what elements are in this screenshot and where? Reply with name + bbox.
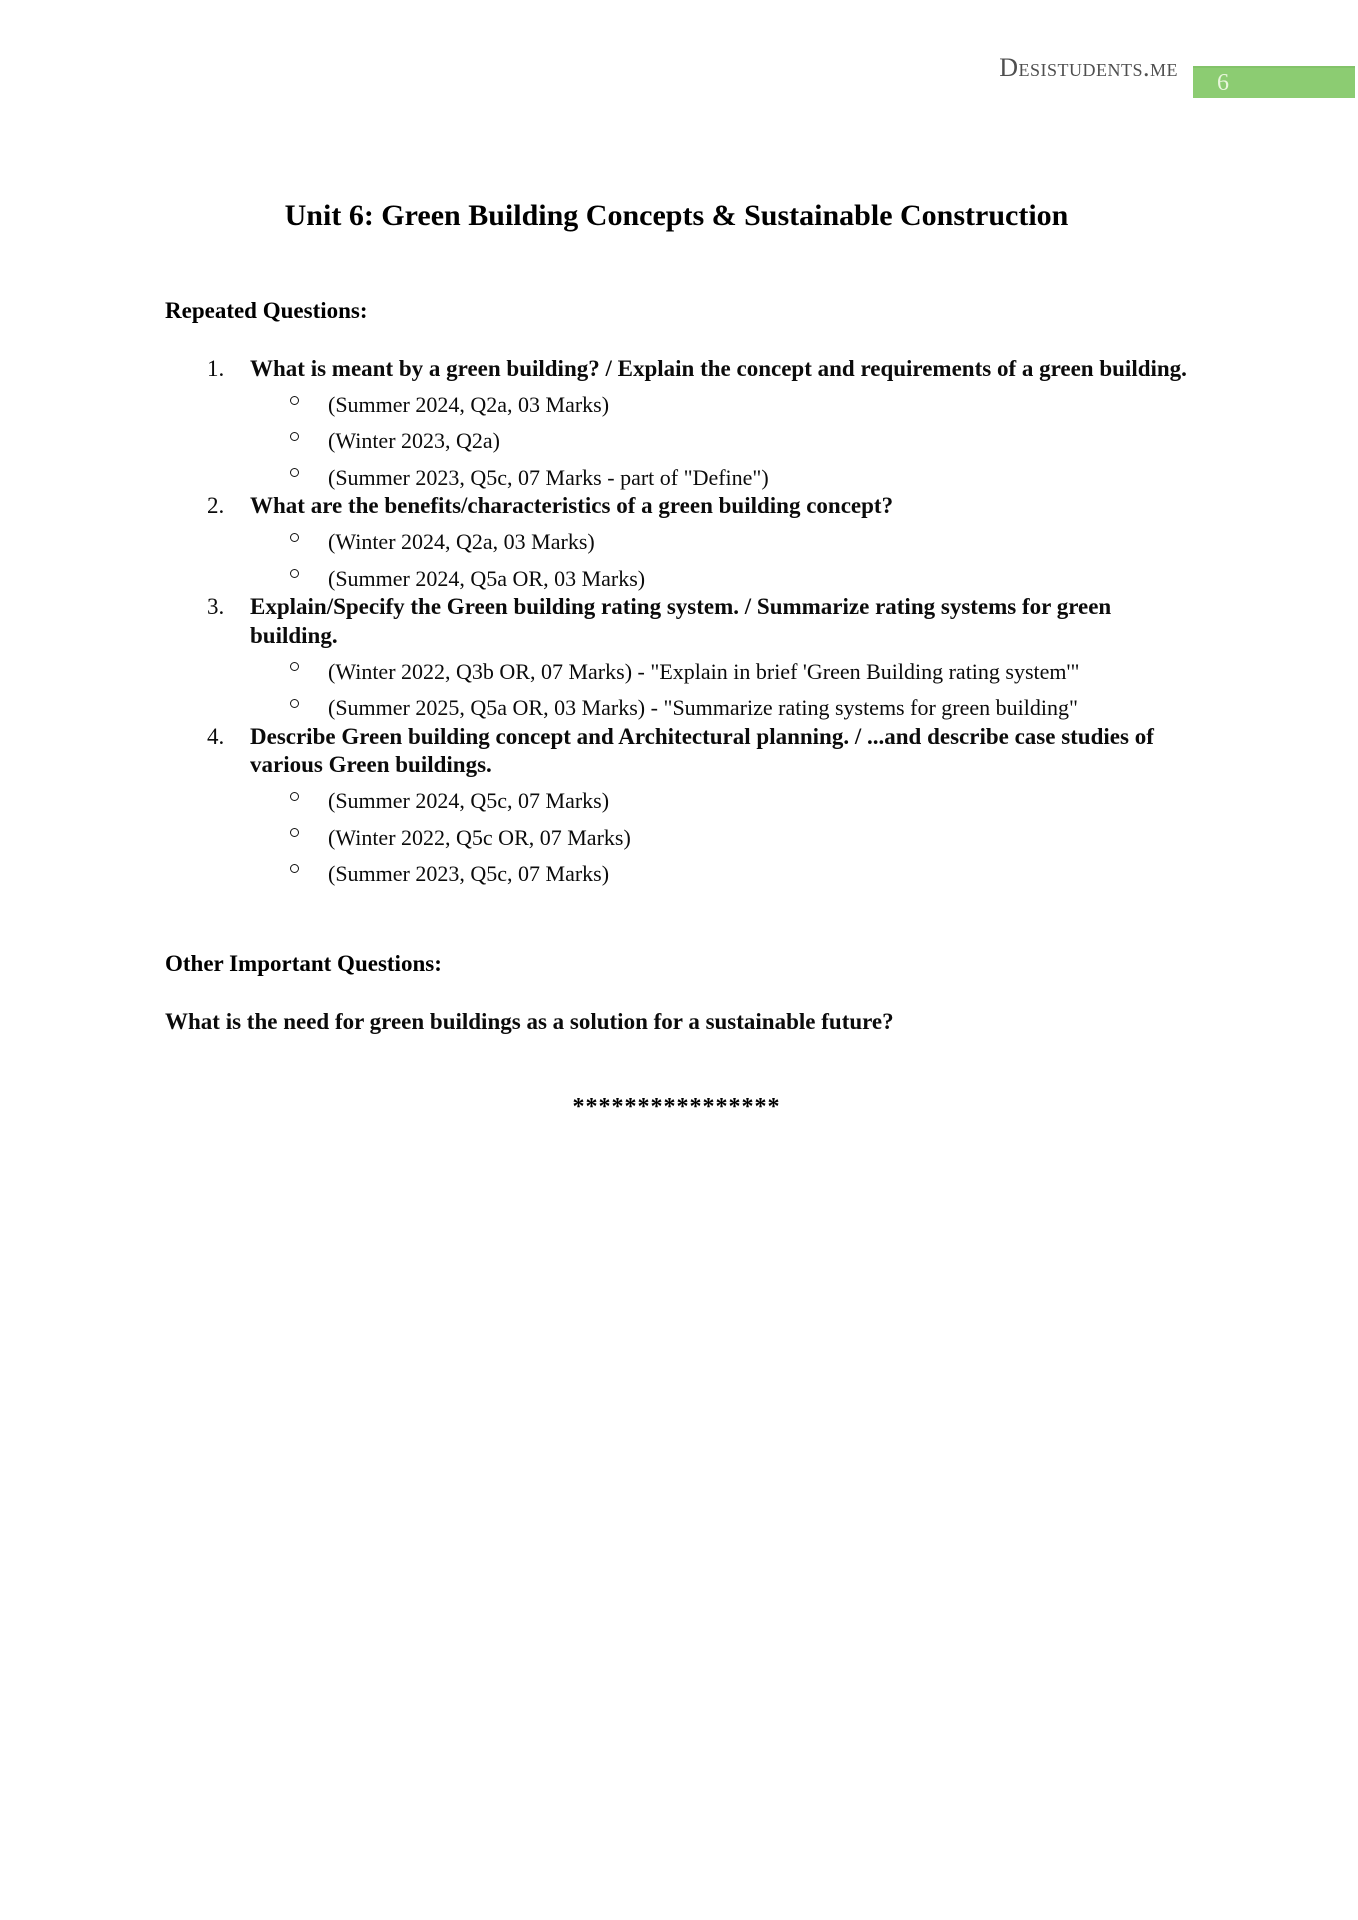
page-number-badge bbox=[1193, 66, 1355, 98]
occurrence-text: (Summer 2023, Q5c, 07 Marks) bbox=[328, 860, 610, 886]
circle-bullet-icon bbox=[290, 816, 328, 845]
occurrence-row bbox=[290, 384, 1188, 420]
page-number: 6 bbox=[1217, 69, 1229, 96]
other-questions-heading: Other Important Questions: bbox=[165, 951, 442, 977]
occurrence-text: (Summer 2024, Q5c, 07 Marks) bbox=[328, 788, 610, 814]
occurrence-text: (Summer 2024, Q5a OR, 03 Marks) bbox=[328, 565, 646, 591]
circle-bullet-icon bbox=[290, 852, 328, 881]
question-item bbox=[165, 492, 1188, 521]
item-number: 3. bbox=[207, 594, 225, 620]
questions-list bbox=[165, 355, 1188, 888]
circle-bullet-icon bbox=[290, 687, 328, 716]
circle-bullet-icon bbox=[290, 650, 328, 679]
occurrence-row bbox=[290, 521, 1188, 557]
occurrence-text: (Winter 2022, Q3b OR, 07 Marks) - "Explain in brief 'Green Building rating system'" bbox=[328, 658, 1080, 684]
occurrence-row bbox=[290, 557, 1188, 593]
question-item bbox=[165, 593, 1188, 650]
other-question-text: What is the need for green buildings as a solution for a sustainable future? bbox=[165, 1009, 894, 1035]
occurrence-row bbox=[290, 816, 1188, 852]
item-number: 4. bbox=[207, 723, 225, 749]
occurrence-row bbox=[290, 687, 1188, 723]
occurrence-row bbox=[290, 780, 1188, 816]
repeated-questions-heading: Repeated Questions: bbox=[165, 298, 368, 323]
question-text: What are the benefits/characteristics of a green building concept? bbox=[250, 493, 894, 519]
question-item bbox=[165, 355, 1188, 384]
occurrence-text: (Winter 2023, Q2a) bbox=[328, 428, 501, 454]
occurrence-text: (Summer 2023, Q5c, 07 Marks - part of "Define") bbox=[328, 464, 769, 490]
question-item bbox=[165, 723, 1188, 780]
occurrence-row bbox=[290, 650, 1188, 686]
occurrence-text: (Summer 2025, Q5a OR, 03 Marks) - "Summarize rating systems for green building" bbox=[328, 695, 1078, 721]
circle-bullet-icon bbox=[290, 557, 328, 586]
question-text: Explain/Specify the Green building rating system. / Summarize rating systems for green building. bbox=[250, 594, 1112, 648]
occurrence-row bbox=[290, 852, 1188, 888]
occurrence-row bbox=[290, 456, 1188, 492]
occurrence-text: (Summer 2024, Q2a, 03 Marks) bbox=[328, 392, 610, 418]
circle-bullet-icon bbox=[290, 420, 328, 449]
circle-bullet-icon bbox=[290, 384, 328, 413]
occurrence-text: (Winter 2022, Q5c OR, 07 Marks) bbox=[328, 824, 631, 850]
occurrence-text: (Winter 2024, Q2a, 03 Marks) bbox=[328, 529, 595, 555]
circle-bullet-icon bbox=[290, 780, 328, 809]
question-text: What is meant by a green building? / Explain the concept and requirements of a green building. bbox=[250, 356, 1187, 381]
separator-stars: **************** bbox=[572, 1094, 781, 1121]
occurrence-row bbox=[290, 420, 1188, 456]
question-text: Describe Green building concept and Architectural planning. / ...and describe case studies of various Green buildings. bbox=[250, 723, 1154, 778]
circle-bullet-icon bbox=[290, 456, 328, 485]
circle-bullet-icon bbox=[290, 521, 328, 550]
item-number: 1. bbox=[207, 356, 225, 381]
doc-title: Unit 6: Green Building Concepts & Sustainable Construction bbox=[284, 199, 1069, 232]
item-number: 2. bbox=[207, 493, 225, 519]
site-name: Desistudents.me bbox=[999, 53, 1178, 82]
